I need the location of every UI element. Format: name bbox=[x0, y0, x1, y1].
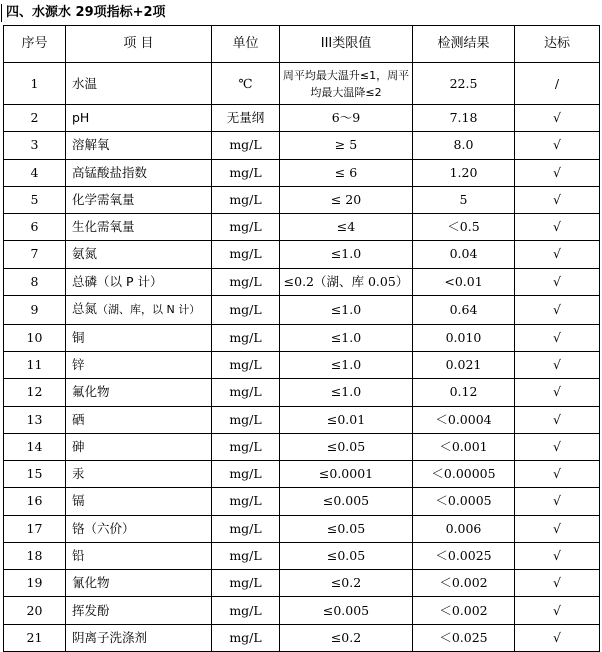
cell-limit: ≤0.05 bbox=[280, 542, 413, 569]
cell-item: 砷 bbox=[66, 433, 212, 460]
cell-item: 氟化物 bbox=[66, 379, 212, 406]
cell-result: 0.010 bbox=[413, 324, 515, 351]
header-unit: 单位 bbox=[212, 26, 280, 63]
table-header-row bbox=[4, 26, 600, 63]
cell-pass: √ bbox=[515, 268, 600, 295]
cell-pass: √ bbox=[515, 597, 600, 624]
table-row bbox=[4, 379, 600, 406]
cell-no: 3 bbox=[4, 132, 66, 159]
table-row bbox=[4, 268, 600, 295]
cell-result: 1.20 bbox=[413, 159, 515, 186]
cell-no: 14 bbox=[4, 433, 66, 460]
cell-pass: √ bbox=[515, 186, 600, 213]
table-row bbox=[4, 132, 600, 159]
cell-result: 0.021 bbox=[413, 351, 515, 378]
cell-pass: √ bbox=[515, 542, 600, 569]
cell-no: 9 bbox=[4, 295, 66, 324]
table-row bbox=[4, 214, 600, 241]
cell-limit: ≤0.005 bbox=[280, 597, 413, 624]
cell-item: 总磷（以 P 计） bbox=[66, 268, 212, 295]
cell-unit: mg/L bbox=[212, 351, 280, 378]
cell-result: ＜0.002 bbox=[413, 570, 515, 597]
cell-unit: ℃ bbox=[212, 63, 280, 105]
cell-limit: ≤0.01 bbox=[280, 406, 413, 433]
cell-unit: mg/L bbox=[212, 406, 280, 433]
cell-unit: mg/L bbox=[212, 241, 280, 268]
cell-pass: √ bbox=[515, 132, 600, 159]
cell-item: 锌 bbox=[66, 351, 212, 378]
item-label: 总氮 bbox=[72, 301, 98, 317]
cell-pass: √ bbox=[515, 488, 600, 515]
cell-item: 氨氮 bbox=[66, 241, 212, 268]
cell-item: 生化需氧量 bbox=[66, 214, 212, 241]
cell-limit: ≤4 bbox=[280, 214, 413, 241]
cell-limit: 6～9 bbox=[280, 105, 413, 132]
table-row bbox=[4, 63, 600, 105]
cell-result: ＜0.0025 bbox=[413, 542, 515, 569]
cell-pass: √ bbox=[515, 515, 600, 542]
table-row bbox=[4, 241, 600, 268]
cell-unit: mg/L bbox=[212, 324, 280, 351]
cell-pass: √ bbox=[515, 433, 600, 460]
cell-limit: ≤1.0 bbox=[280, 379, 413, 406]
cell-item: 高锰酸盐指数 bbox=[66, 159, 212, 186]
cell-no: 12 bbox=[4, 379, 66, 406]
cell-item: 氰化物 bbox=[66, 570, 212, 597]
cell-limit: 周平均最大温升≤1，周平均最大温降≤2 bbox=[280, 63, 413, 105]
cell-item: 铅 bbox=[66, 542, 212, 569]
cell-no: 20 bbox=[4, 597, 66, 624]
item-note: （湖、库，以 N 计） bbox=[97, 303, 201, 317]
cell-result: 0.64 bbox=[413, 295, 515, 324]
cell-result: ＜0.025 bbox=[413, 624, 515, 651]
cell-result: ＜0.0005 bbox=[413, 488, 515, 515]
cell-pass: √ bbox=[515, 351, 600, 378]
cell-pass: √ bbox=[515, 406, 600, 433]
page-title: 四、水源水 29项指标+2项 bbox=[6, 5, 166, 20]
cell-limit: ≥ 5 bbox=[280, 132, 413, 159]
cell-unit: mg/L bbox=[212, 570, 280, 597]
cell-no: 6 bbox=[4, 214, 66, 241]
cell-limit: ≤1.0 bbox=[280, 295, 413, 324]
cell-result: 8.0 bbox=[413, 132, 515, 159]
table-row bbox=[4, 597, 600, 624]
cell-pass: √ bbox=[515, 379, 600, 406]
cell-no: 18 bbox=[4, 542, 66, 569]
cell-unit: mg/L bbox=[212, 515, 280, 542]
cell-pass: √ bbox=[515, 159, 600, 186]
header-no: 序号 bbox=[4, 26, 66, 63]
cell-no: 7 bbox=[4, 241, 66, 268]
cell-unit: mg/L bbox=[212, 268, 280, 295]
cell-unit: mg/L bbox=[212, 379, 280, 406]
cell-no: 13 bbox=[4, 406, 66, 433]
cell-item: 挥发酚 bbox=[66, 597, 212, 624]
cell-result: ＜0.001 bbox=[413, 433, 515, 460]
cell-pass: √ bbox=[515, 241, 600, 268]
cell-limit: ≤0.05 bbox=[280, 515, 413, 542]
table-row bbox=[4, 351, 600, 378]
cell-result: 7.18 bbox=[413, 105, 515, 132]
water-quality-table bbox=[3, 25, 600, 652]
cell-no: 10 bbox=[4, 324, 66, 351]
cell-result: 0.006 bbox=[413, 515, 515, 542]
cell-unit: mg/L bbox=[212, 597, 280, 624]
table-row bbox=[4, 433, 600, 460]
cell-no: 1 bbox=[4, 63, 66, 105]
cell-no: 11 bbox=[4, 351, 66, 378]
table-row bbox=[4, 488, 600, 515]
cell-pass: √ bbox=[515, 570, 600, 597]
cell-no: 8 bbox=[4, 268, 66, 295]
cell-limit: ≤1.0 bbox=[280, 351, 413, 378]
table-row bbox=[4, 461, 600, 488]
cell-unit: mg/L bbox=[212, 159, 280, 186]
cell-item: 铬（六价） bbox=[66, 515, 212, 542]
table-row bbox=[4, 324, 600, 351]
cell-result: ＜0.0004 bbox=[413, 406, 515, 433]
cell-no: 2 bbox=[4, 105, 66, 132]
cell-item: 铜 bbox=[66, 324, 212, 351]
cell-item bbox=[66, 295, 212, 324]
cell-result: ＜0.5 bbox=[413, 214, 515, 241]
table-row bbox=[4, 570, 600, 597]
cell-unit: mg/L bbox=[212, 488, 280, 515]
cell-no: 5 bbox=[4, 186, 66, 213]
table-row bbox=[4, 515, 600, 542]
cell-unit: mg/L bbox=[212, 214, 280, 241]
table-row bbox=[4, 105, 600, 132]
cell-result: 0.04 bbox=[413, 241, 515, 268]
cell-limit: ≤ 20 bbox=[280, 186, 413, 213]
cell-unit: mg/L bbox=[212, 624, 280, 651]
cell-result: 5 bbox=[413, 186, 515, 213]
cell-limit: ≤ 6 bbox=[280, 159, 413, 186]
cell-no: 19 bbox=[4, 570, 66, 597]
cell-result: 0.12 bbox=[413, 379, 515, 406]
cell-pass: / bbox=[515, 63, 600, 105]
cell-limit: ≤0.005 bbox=[280, 488, 413, 515]
cell-no: 4 bbox=[4, 159, 66, 186]
cell-pass: √ bbox=[515, 295, 600, 324]
cell-no: 17 bbox=[4, 515, 66, 542]
table-row bbox=[4, 624, 600, 651]
cell-item: 汞 bbox=[66, 461, 212, 488]
table-row bbox=[4, 186, 600, 213]
cell-item: pH bbox=[66, 105, 212, 132]
cell-pass: √ bbox=[515, 461, 600, 488]
cell-unit: mg/L bbox=[212, 295, 280, 324]
title-marker bbox=[1, 4, 2, 22]
cell-result: 22.5 bbox=[413, 63, 515, 105]
cell-limit: ≤1.0 bbox=[280, 324, 413, 351]
cell-no: 15 bbox=[4, 461, 66, 488]
cell-limit: ≤0.05 bbox=[280, 433, 413, 460]
cell-item: 化学需氧量 bbox=[66, 186, 212, 213]
cell-no: 16 bbox=[4, 488, 66, 515]
cell-item: 溶解氧 bbox=[66, 132, 212, 159]
cell-unit: mg/L bbox=[212, 461, 280, 488]
cell-pass: √ bbox=[515, 324, 600, 351]
cell-unit: mg/L bbox=[212, 186, 280, 213]
cell-pass: √ bbox=[515, 214, 600, 241]
cell-limit: ≤0.2 bbox=[280, 624, 413, 651]
cell-item: 阴离子洗涤剂 bbox=[66, 624, 212, 651]
header-result: 检测结果 bbox=[413, 26, 515, 63]
header-pass: 达标 bbox=[515, 26, 600, 63]
cell-item: 镉 bbox=[66, 488, 212, 515]
table-row bbox=[4, 295, 600, 324]
cell-unit: mg/L bbox=[212, 132, 280, 159]
cell-unit: 无量纲 bbox=[212, 105, 280, 132]
cell-pass: √ bbox=[515, 624, 600, 651]
cell-unit: mg/L bbox=[212, 433, 280, 460]
cell-limit: ≤1.0 bbox=[280, 241, 413, 268]
table-row bbox=[4, 159, 600, 186]
cell-pass: √ bbox=[515, 105, 600, 132]
cell-result: ＜0.002 bbox=[413, 597, 515, 624]
cell-limit: ≤0.2 bbox=[280, 570, 413, 597]
cell-item: 水温 bbox=[66, 63, 212, 105]
cell-limit: ≤0.2（湖、库 0.05） bbox=[280, 268, 413, 295]
table-row bbox=[4, 542, 600, 569]
header-item: 项 目 bbox=[66, 26, 212, 63]
cell-item: 硒 bbox=[66, 406, 212, 433]
cell-result: <0.01 bbox=[413, 268, 515, 295]
table-row bbox=[4, 406, 600, 433]
header-limit: III类限值 bbox=[280, 26, 413, 63]
cell-unit: mg/L bbox=[212, 542, 280, 569]
cell-no: 21 bbox=[4, 624, 66, 651]
cell-result: ＜0.00005 bbox=[413, 461, 515, 488]
cell-limit: ≤0.0001 bbox=[280, 461, 413, 488]
